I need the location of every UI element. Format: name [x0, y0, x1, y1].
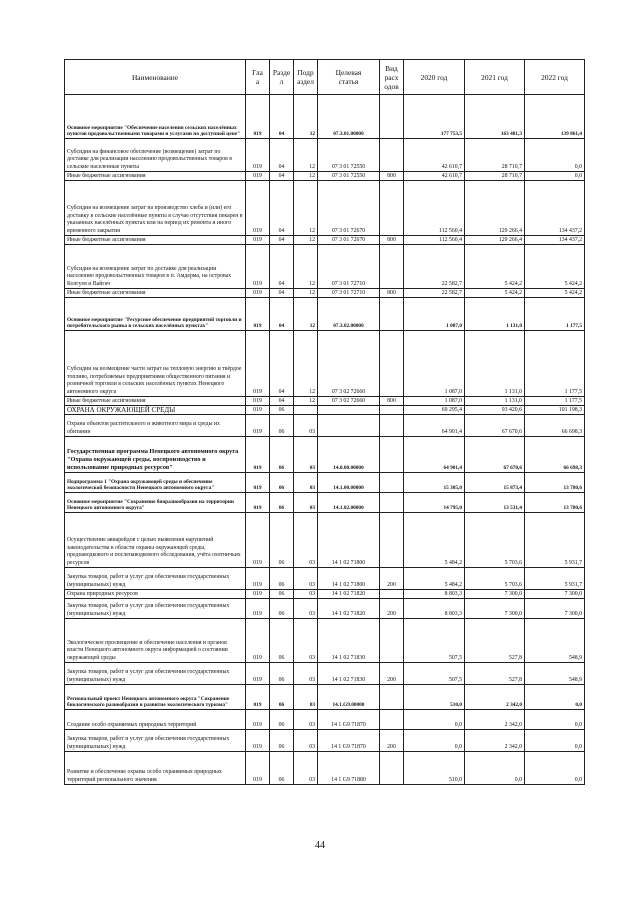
- expense-type-cell: 800: [380, 397, 404, 406]
- razdel-cell: 06: [270, 568, 294, 590]
- year-2022-cell: 7 300,0: [525, 599, 585, 619]
- year-2021-cell: 5 703,6: [465, 513, 525, 568]
- expense-type-cell: [380, 298, 404, 331]
- podrazdel-cell: 03: [294, 663, 318, 685]
- expense-type-cell: [380, 752, 404, 785]
- glava-cell: 019: [246, 493, 270, 513]
- year-2022-cell: 5 931,7: [525, 568, 585, 590]
- year-2022-cell: 134 437,2: [525, 181, 585, 236]
- table-row: [65, 599, 585, 619]
- razdel-cell: 06: [270, 473, 294, 493]
- table-row: [65, 710, 585, 730]
- razdel-cell: 04: [270, 139, 294, 172]
- name-cell: Субсидия на возмещение затрат на производство хлеба и (или) его доставку в сельские населённые пункты в случае отсутствия пекарен в указанных населённых пунктах или на период их ремонта и иного временного закрытия: [65, 181, 246, 236]
- podrazdel-cell: 03: [294, 619, 318, 663]
- podrazdel-cell: 12: [294, 331, 318, 397]
- podrazdel-cell: 12: [294, 181, 318, 236]
- header-glava: Гла а: [246, 60, 270, 95]
- table-row: [65, 619, 585, 663]
- razdel-cell: 06: [270, 415, 294, 437]
- year-2020-cell: 177 753,5: [404, 95, 465, 139]
- year-2022-cell: 0,0: [525, 172, 585, 181]
- budget-table: [64, 59, 585, 785]
- target-article-cell: 07 3 01 72670: [318, 236, 380, 245]
- year-2021-cell: 2 342,0: [465, 710, 525, 730]
- year-2020-cell: 14 795,0: [404, 493, 465, 513]
- year-2020-cell: 8 803,3: [404, 590, 465, 599]
- name-cell: Региональный проект Ненецкого автономного округа "Сохранение биологического разнообразия и развитие экологического туризма": [65, 685, 246, 710]
- year-2022-cell: 1 177,5: [525, 397, 585, 406]
- razdel-cell: 04: [270, 172, 294, 181]
- podrazdel-cell: 03: [294, 685, 318, 710]
- expense-type-cell: [380, 590, 404, 599]
- year-2021-cell: 5 424,2: [465, 245, 525, 289]
- glava-cell: 019: [246, 568, 270, 590]
- name-cell: Иные бюджетные ассигнования: [65, 397, 246, 406]
- razdel-cell: 06: [270, 619, 294, 663]
- podrazdel-cell: 03: [294, 590, 318, 599]
- expense-type-cell: [380, 181, 404, 236]
- year-2020-cell: 42 610,7: [404, 139, 465, 172]
- razdel-cell: 06: [270, 493, 294, 513]
- glava-cell: 019: [246, 289, 270, 298]
- expense-type-cell: [380, 473, 404, 493]
- razdel-cell: 04: [270, 181, 294, 236]
- razdel-cell: 06: [270, 590, 294, 599]
- year-2021-cell: 527,8: [465, 663, 525, 685]
- table-row: [65, 513, 585, 568]
- podrazdel-cell: 12: [294, 298, 318, 331]
- razdel-cell: 06: [270, 710, 294, 730]
- podrazdel-cell: 12: [294, 289, 318, 298]
- name-cell: Основное мероприятие "Ресурсное обеспечение предприятий торговли и потребительского рынка в сельских населённых пунктах": [65, 298, 246, 331]
- header-podrazdel: Подр аздел: [294, 60, 318, 95]
- glava-cell: 019: [246, 139, 270, 172]
- year-2020-cell: 507,5: [404, 619, 465, 663]
- year-2022-cell: 13 780,6: [525, 473, 585, 493]
- expense-type-cell: 200: [380, 599, 404, 619]
- year-2020-cell: 0,0: [404, 710, 465, 730]
- year-2021-cell: 5 424,2: [465, 289, 525, 298]
- target-article-cell: 14 1 G9 71880: [318, 752, 380, 785]
- glava-cell: 019: [246, 397, 270, 406]
- year-2021-cell: 15 873,4: [465, 473, 525, 493]
- name-cell: ОХРАНА ОКРУЖАЮЩЕЙ СРЕДЫ: [65, 406, 246, 415]
- glava-cell: 019: [246, 181, 270, 236]
- expense-type-cell: 200: [380, 568, 404, 590]
- year-2022-cell: 1 177,5: [525, 331, 585, 397]
- target-article-cell: 14 1 02 71820: [318, 599, 380, 619]
- name-cell: Подпрограмма 1 "Охрана окружающей среды и обеспечение экологической безопасности Ненецкого автономного округа": [65, 473, 246, 493]
- target-article-cell: 14 1 02 71830: [318, 619, 380, 663]
- year-2020-cell: 22 582,7: [404, 245, 465, 289]
- target-article-cell: 07 3 01 72710: [318, 245, 380, 289]
- expense-type-cell: [380, 331, 404, 397]
- header-razdel: Разде л: [270, 60, 294, 95]
- year-2020-cell: 1 087,0: [404, 298, 465, 331]
- year-2021-cell: 13 531,4: [465, 493, 525, 513]
- podrazdel-cell: 03: [294, 568, 318, 590]
- name-cell: Осуществление авиарейдов с целью выявления нарушений законодательства в области охраны окружающей среды, предпаводкового и послепаводкового обследования, учёта охотничьих ресурсов: [65, 513, 246, 568]
- year-2020-cell: 507,5: [404, 663, 465, 685]
- podrazdel-cell: 03: [294, 415, 318, 437]
- target-article-cell: 14.1.00.00000: [318, 473, 380, 493]
- glava-cell: 019: [246, 752, 270, 785]
- year-2020-cell: 112 560,4: [404, 181, 465, 236]
- name-cell: Закупка товаров, работ и услуг для обеспечения государственных (муниципальных) нужд: [65, 730, 246, 752]
- year-2020-cell: 0,0: [404, 730, 465, 752]
- year-2020-cell: 64 901,4: [404, 415, 465, 437]
- table-row: [65, 406, 585, 415]
- glava-cell: 019: [246, 245, 270, 289]
- glava-cell: 019: [246, 172, 270, 181]
- target-article-cell: 07 3 01 72550: [318, 172, 380, 181]
- glava-cell: 019: [246, 730, 270, 752]
- name-cell: Иные бюджетные ассигнования: [65, 236, 246, 245]
- glava-cell: 019: [246, 663, 270, 685]
- name-cell: Основное мероприятие "Сохранение биоразнообразия на территории Ненецкого автономного округа": [65, 493, 246, 513]
- year-2021-cell: 1 131,0: [465, 331, 525, 397]
- table-header-row: [65, 60, 585, 95]
- year-2021-cell: 7 300,0: [465, 599, 525, 619]
- year-2020-cell: 5 484,2: [404, 568, 465, 590]
- razdel-cell: 06: [270, 685, 294, 710]
- podrazdel-cell: 03: [294, 599, 318, 619]
- razdel-cell: 04: [270, 236, 294, 245]
- year-2022-cell: 0,0: [525, 685, 585, 710]
- year-2020-cell: 112 560,4: [404, 236, 465, 245]
- target-article-cell: 14.1.02.00000: [318, 493, 380, 513]
- year-2022-cell: 548,9: [525, 619, 585, 663]
- razdel-cell: 04: [270, 397, 294, 406]
- target-article-cell: 14 1 G9 71870: [318, 710, 380, 730]
- table-row: [65, 245, 585, 289]
- razdel-cell: 04: [270, 331, 294, 397]
- podrazdel-cell: 12: [294, 95, 318, 139]
- expense-type-cell: [380, 493, 404, 513]
- budget-document: [64, 59, 584, 785]
- expense-type-cell: 800: [380, 172, 404, 181]
- year-2022-cell: 0,0: [525, 710, 585, 730]
- year-2021-cell: 28 710,7: [465, 172, 525, 181]
- razdel-cell: 06: [270, 599, 294, 619]
- header-target-article: Целевая статья: [318, 60, 380, 95]
- year-2021-cell: 28 710,7: [465, 139, 525, 172]
- year-2020-cell: 69 295,4: [404, 406, 465, 415]
- target-article-cell: 14 1 02 71820: [318, 590, 380, 599]
- table-row: [65, 685, 585, 710]
- target-article-cell: [318, 415, 380, 437]
- target-article-cell: 14 1 G9 71870: [318, 730, 380, 752]
- glava-cell: 019: [246, 406, 270, 415]
- expense-type-cell: [380, 139, 404, 172]
- expense-type-cell: [380, 415, 404, 437]
- year-2021-cell: 0,0: [465, 752, 525, 785]
- table-row: [65, 289, 585, 298]
- podrazdel-cell: 12: [294, 245, 318, 289]
- table-row: [65, 568, 585, 590]
- year-2021-cell: 5 703,6: [465, 568, 525, 590]
- target-article-cell: 14 1 02 71800: [318, 513, 380, 568]
- table-body: [65, 95, 585, 785]
- glava-cell: 019: [246, 298, 270, 331]
- glava-cell: 019: [246, 619, 270, 663]
- expense-type-cell: 800: [380, 289, 404, 298]
- year-2022-cell: 66 698,3: [525, 437, 585, 473]
- podrazdel-cell: 03: [294, 473, 318, 493]
- header-year-2021: 2021 год: [465, 60, 525, 95]
- year-2021-cell: 93 420,6: [465, 406, 525, 415]
- name-cell: Закупка товаров, работ и услуг для обеспечения государственных (муниципальных) нужд: [65, 663, 246, 685]
- razdel-cell: 04: [270, 245, 294, 289]
- razdel-cell: 04: [270, 289, 294, 298]
- expense-type-cell: [380, 95, 404, 139]
- expense-type-cell: [380, 685, 404, 710]
- podrazdel-cell: 03: [294, 513, 318, 568]
- target-article-cell: 07 3 01 72550: [318, 139, 380, 172]
- year-2020-cell: 510,0: [404, 752, 465, 785]
- expense-type-cell: [380, 513, 404, 568]
- target-article-cell: 14 1 02 71830: [318, 663, 380, 685]
- glava-cell: 019: [246, 473, 270, 493]
- expense-type-cell: [380, 710, 404, 730]
- year-2021-cell: 163 481,3: [465, 95, 525, 139]
- table-row: [65, 172, 585, 181]
- year-2020-cell: 1 087,0: [404, 331, 465, 397]
- name-cell: Субсидия на финансовое обеспечение (возмещение) затрат по доставке для реализации населению продовольственных товаров в сельские населенные пункты: [65, 139, 246, 172]
- year-2022-cell: 548,9: [525, 663, 585, 685]
- table-row: [65, 95, 585, 139]
- table-row: [65, 590, 585, 599]
- table-row: [65, 752, 585, 785]
- year-2020-cell: 22 582,7: [404, 289, 465, 298]
- expense-type-cell: [380, 406, 404, 415]
- expense-type-cell: [380, 437, 404, 473]
- podrazdel-cell: [294, 406, 318, 415]
- target-article-cell: 14.0.00.00000: [318, 437, 380, 473]
- year-2022-cell: 1 177,5: [525, 298, 585, 331]
- year-2021-cell: 1 131,0: [465, 298, 525, 331]
- glava-cell: 019: [246, 590, 270, 599]
- expense-type-cell: [380, 619, 404, 663]
- year-2021-cell: 2 342,0: [465, 730, 525, 752]
- name-cell: Охрана объектов растительного и животного мира и среды их обитания: [65, 415, 246, 437]
- header-year-2022: 2022 год: [525, 60, 585, 95]
- year-2021-cell: 67 670,6: [465, 415, 525, 437]
- razdel-cell: 06: [270, 730, 294, 752]
- header-expense-type: Вид расх одов: [380, 60, 404, 95]
- year-2022-cell: 7 300,0: [525, 590, 585, 599]
- target-article-cell: [318, 406, 380, 415]
- podrazdel-cell: 12: [294, 139, 318, 172]
- name-cell: Создание особо охраняемых природных территорий: [65, 710, 246, 730]
- name-cell: Экологическое просвещение и обеспечение населения и органов власти Ненецкого автономного округа информацией о состоянии окружающей среды: [65, 619, 246, 663]
- table-row: [65, 437, 585, 473]
- year-2022-cell: 13 780,6: [525, 493, 585, 513]
- year-2020-cell: 15 305,0: [404, 473, 465, 493]
- target-article-cell: 07 3 02 72660: [318, 331, 380, 397]
- razdel-cell: 06: [270, 437, 294, 473]
- table-row: [65, 397, 585, 406]
- year-2022-cell: 139 861,4: [525, 95, 585, 139]
- name-cell: Закупка товаров, работ и услуг для обеспечения государственных (муниципальных) нужд: [65, 599, 246, 619]
- razdel-cell: 06: [270, 513, 294, 568]
- name-cell: Субсидия на возмещение затрат по доставке для реализации населению продовольственных товаров в п. Амдерма, на островах Колгуев и Вайгач: [65, 245, 246, 289]
- razdel-cell: 06: [270, 406, 294, 415]
- name-cell: Основное мероприятие "Обеспечение населения сельских населённых пунктов продовольственными товарами и услугами по доступной цене": [65, 95, 246, 139]
- year-2022-cell: 5 424,2: [525, 245, 585, 289]
- table-row: [65, 415, 585, 437]
- razdel-cell: 06: [270, 752, 294, 785]
- expense-type-cell: 800: [380, 236, 404, 245]
- table-row: [65, 473, 585, 493]
- year-2020-cell: 42 610,7: [404, 172, 465, 181]
- expense-type-cell: 200: [380, 663, 404, 685]
- year-2022-cell: 66 698,3: [525, 415, 585, 437]
- year-2022-cell: 0,0: [525, 752, 585, 785]
- glava-cell: 019: [246, 236, 270, 245]
- table-row: [65, 236, 585, 245]
- podrazdel-cell: 03: [294, 710, 318, 730]
- expense-type-cell: 200: [380, 730, 404, 752]
- glava-cell: 019: [246, 415, 270, 437]
- table-row: [65, 663, 585, 685]
- target-article-cell: 14.1.G9.00000: [318, 685, 380, 710]
- year-2020-cell: 5 484,2: [404, 513, 465, 568]
- podrazdel-cell: 12: [294, 236, 318, 245]
- name-cell: Иные бюджетные ассигнования: [65, 172, 246, 181]
- year-2021-cell: 527,8: [465, 619, 525, 663]
- target-article-cell: 07 3 02 72660: [318, 397, 380, 406]
- name-cell: Субсидии на возмещение части затрат на тепловую энергию и твёрдое топливо, потребляемые предприятиями общественного питания и розничной торговли в сельских населённых пунктах Ненецкого автономного округа: [65, 331, 246, 397]
- podrazdel-cell: 03: [294, 437, 318, 473]
- page-number: 44: [315, 840, 325, 851]
- name-cell: Иные бюджетные ассигнования: [65, 289, 246, 298]
- year-2021-cell: 2 342,0: [465, 685, 525, 710]
- year-2020-cell: 1 087,0: [404, 397, 465, 406]
- table-row: [65, 331, 585, 397]
- podrazdel-cell: 03: [294, 493, 318, 513]
- target-article-cell: 07 3 01 72670: [318, 181, 380, 236]
- razdel-cell: 06: [270, 663, 294, 685]
- glava-cell: 019: [246, 437, 270, 473]
- year-2022-cell: 0,0: [525, 730, 585, 752]
- table-row: [65, 181, 585, 236]
- name-cell: Закупка товаров, работ и услуг для обеспечения государственных (муниципальных) нужд: [65, 568, 246, 590]
- year-2021-cell: 1 131,0: [465, 397, 525, 406]
- name-cell: Развитие и обеспечение охраны особо охраняемых природных территорий регионального значения: [65, 752, 246, 785]
- target-article-cell: 07.3.02.00000: [318, 298, 380, 331]
- target-article-cell: 07.3.01.00000: [318, 95, 380, 139]
- year-2022-cell: 101 198,3: [525, 406, 585, 415]
- year-2022-cell: 5 424,2: [525, 289, 585, 298]
- podrazdel-cell: 03: [294, 752, 318, 785]
- glava-cell: 019: [246, 513, 270, 568]
- year-2021-cell: 7 300,0: [465, 590, 525, 599]
- table-row: [65, 139, 585, 172]
- year-2020-cell: 8 803,3: [404, 599, 465, 619]
- glava-cell: 019: [246, 599, 270, 619]
- year-2021-cell: 129 266,4: [465, 236, 525, 245]
- table-row: [65, 298, 585, 331]
- podrazdel-cell: 03: [294, 730, 318, 752]
- year-2022-cell: 5 931,7: [525, 513, 585, 568]
- name-cell: Охрана природных ресурсов: [65, 590, 246, 599]
- header-year-2020: 2020 год: [404, 60, 465, 95]
- expense-type-cell: [380, 245, 404, 289]
- name-cell: Государственная программа Ненецкого автономного округа "Охрана окружающей среды, воспроизводство и использование природных ресурсов": [65, 437, 246, 473]
- glava-cell: 019: [246, 710, 270, 730]
- header-name: Наименование: [65, 60, 246, 95]
- target-article-cell: 07 3 01 72710: [318, 289, 380, 298]
- table-row: [65, 730, 585, 752]
- podrazdel-cell: 12: [294, 172, 318, 181]
- table-row: [65, 493, 585, 513]
- year-2021-cell: 67 670,6: [465, 437, 525, 473]
- year-2022-cell: 134 437,2: [525, 236, 585, 245]
- glava-cell: 019: [246, 95, 270, 139]
- razdel-cell: 04: [270, 298, 294, 331]
- glava-cell: 019: [246, 331, 270, 397]
- year-2020-cell: 510,0: [404, 685, 465, 710]
- year-2021-cell: 129 266,4: [465, 181, 525, 236]
- razdel-cell: 04: [270, 95, 294, 139]
- podrazdel-cell: 12: [294, 397, 318, 406]
- year-2020-cell: 64 901,4: [404, 437, 465, 473]
- year-2022-cell: 0,0: [525, 139, 585, 172]
- target-article-cell: 14 1 02 71800: [318, 568, 380, 590]
- glava-cell: 019: [246, 685, 270, 710]
